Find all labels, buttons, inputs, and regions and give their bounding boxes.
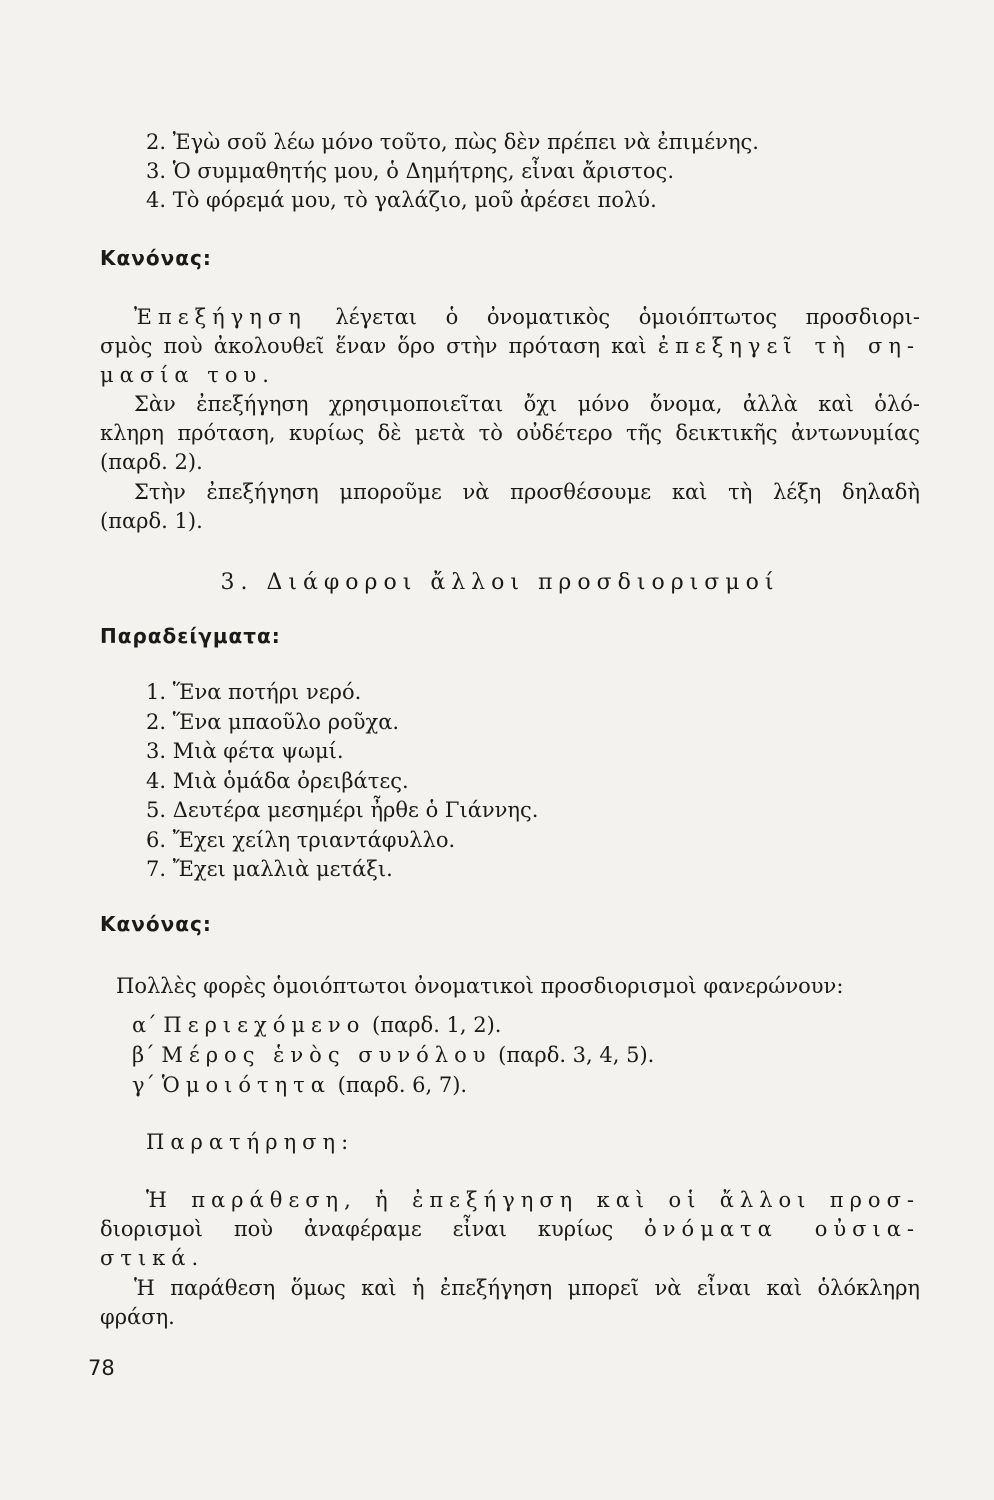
list-item: α΄ Περιεχόμενο (παρδ. 1, 2). — [132, 1013, 502, 1037]
list-item: 3. Ὁ συμμαθητής μου, ὁ Δημήτρης, εἶναι ἄριστος. — [146, 159, 674, 183]
observation-heading: Παρατήρηση: — [146, 1130, 355, 1154]
list-item: 2. Ἕνα μπαοῦλο ροῦχα. — [146, 709, 400, 734]
examples-heading: Παραδείγματα: — [100, 624, 281, 648]
paragraph-line: Στὴν ἐπεξήγηση μποροῦμε νὰ προσθέσουμε καὶ τὴ λέξη δηλαδὴ — [134, 480, 920, 504]
paragraph-line: κληρη πρόταση, κυρίως δὲ μετὰ τὸ οὐδέτερο τῆς δεικτικῆς ἀντωνυμίας — [100, 421, 920, 445]
rule-paragraph-2 — [100, 390, 920, 477]
paragraph-text: σμὸς ποὺ ἀκολουθεῖ ἕναν ὅρο στὴν πρόταση καὶ — [100, 334, 647, 358]
spaced-term: μασία του. — [100, 363, 275, 387]
list-item: 4. Τὸ φόρεμά μου, τὸ γαλάζιο, μοῦ ἀρέσει πολύ. — [146, 188, 657, 212]
paragraph-line: (παρδ. 1). — [100, 509, 203, 533]
list-item: 2. Ἐγὼ σοῦ λέω μόνο τοῦτο, πὼς δὲν πρέπει νὰ ἐπιμένης. — [146, 130, 759, 154]
paragraph-text: διορισμοὶ ποὺ ἀναφέραμε εἶναι κυρίως — [100, 1217, 614, 1241]
rule-paragraph-3 — [100, 478, 920, 536]
section-title: 3. Διάφοροι ἄλλοι προσδιορισμοί — [220, 570, 780, 595]
paragraph-text: λέγεται ὁ ὀνοματικὸς ὁμοιόπτωτος προσδιορι- — [335, 305, 920, 329]
list-item: 6. Ἔχει χείλη τριαντάφυλλο. — [146, 827, 456, 852]
paragraph-line: στικά. — [100, 1246, 205, 1270]
paragraph-line: Ἡ παράθεση, ἡ ἐπεξήγηση καὶ οἱ ἄλλοι προσ- — [146, 1188, 920, 1212]
paragraph-line: Σὰν ἐπεξήγηση χρησιμοποιεῖται ὄχι μόνο ὄνομα, ἀλλὰ καὶ ὁλό- — [134, 392, 920, 416]
rule2-list — [132, 1010, 832, 1100]
list-item: 7. Ἔχει μαλλιὰ μετάξι. — [146, 857, 393, 881]
paragraph-line: φράση. — [100, 1305, 175, 1329]
spaced-term: ἐπεξηγεῖ τὴ ση- — [657, 334, 920, 358]
rule-paragraph-epexigisi — [100, 303, 920, 390]
paragraph-line: Πολλὲς φορὲς ὁμοιόπτωτοι ὀνοματικοὶ προσδιορισμοὶ φανερώνουν: — [116, 974, 844, 998]
paragraph-line: (παρδ. 2). — [100, 450, 203, 474]
list-item: γ΄ Ὁμοιότητα (παρδ. 6, 7). — [132, 1073, 468, 1097]
spaced-term: Ἐπεξήγηση — [134, 305, 307, 329]
observation-paragraph-1 — [100, 1186, 920, 1273]
list-item: β΄ Μέρος ἑνὸς συνόλου (παρδ. 3, 4, 5). — [132, 1043, 655, 1067]
list-item: 5. Δευτέρα μεσημέρι ἦρθε ὁ Γιάννης. — [146, 798, 539, 822]
top-example-list — [146, 128, 846, 215]
rule-heading: Κανόνας: — [100, 246, 212, 270]
observation-paragraph-2 — [100, 1274, 920, 1332]
list-item: 4. Μιὰ ὁμάδα ὀρειβάτες. — [146, 768, 409, 793]
rule2-paragraph — [100, 972, 920, 1001]
list-item: 1. Ἕνα ποτήρι νερό. — [146, 680, 362, 704]
rule-heading: Κανόνας: — [100, 912, 212, 936]
list-item: 3. Μιὰ φέτα ψωμί. — [146, 739, 344, 763]
page-number: 78 — [88, 1356, 115, 1380]
paragraph-line: Ἡ παράθεση ὅμως καὶ ἡ ἐπεξήγηση μπορεῖ νὰ εἶναι καὶ ὁλόκληρη — [134, 1276, 920, 1300]
spaced-term: ὀνόματα οὐσια- — [644, 1217, 920, 1241]
examples-list — [146, 678, 846, 885]
